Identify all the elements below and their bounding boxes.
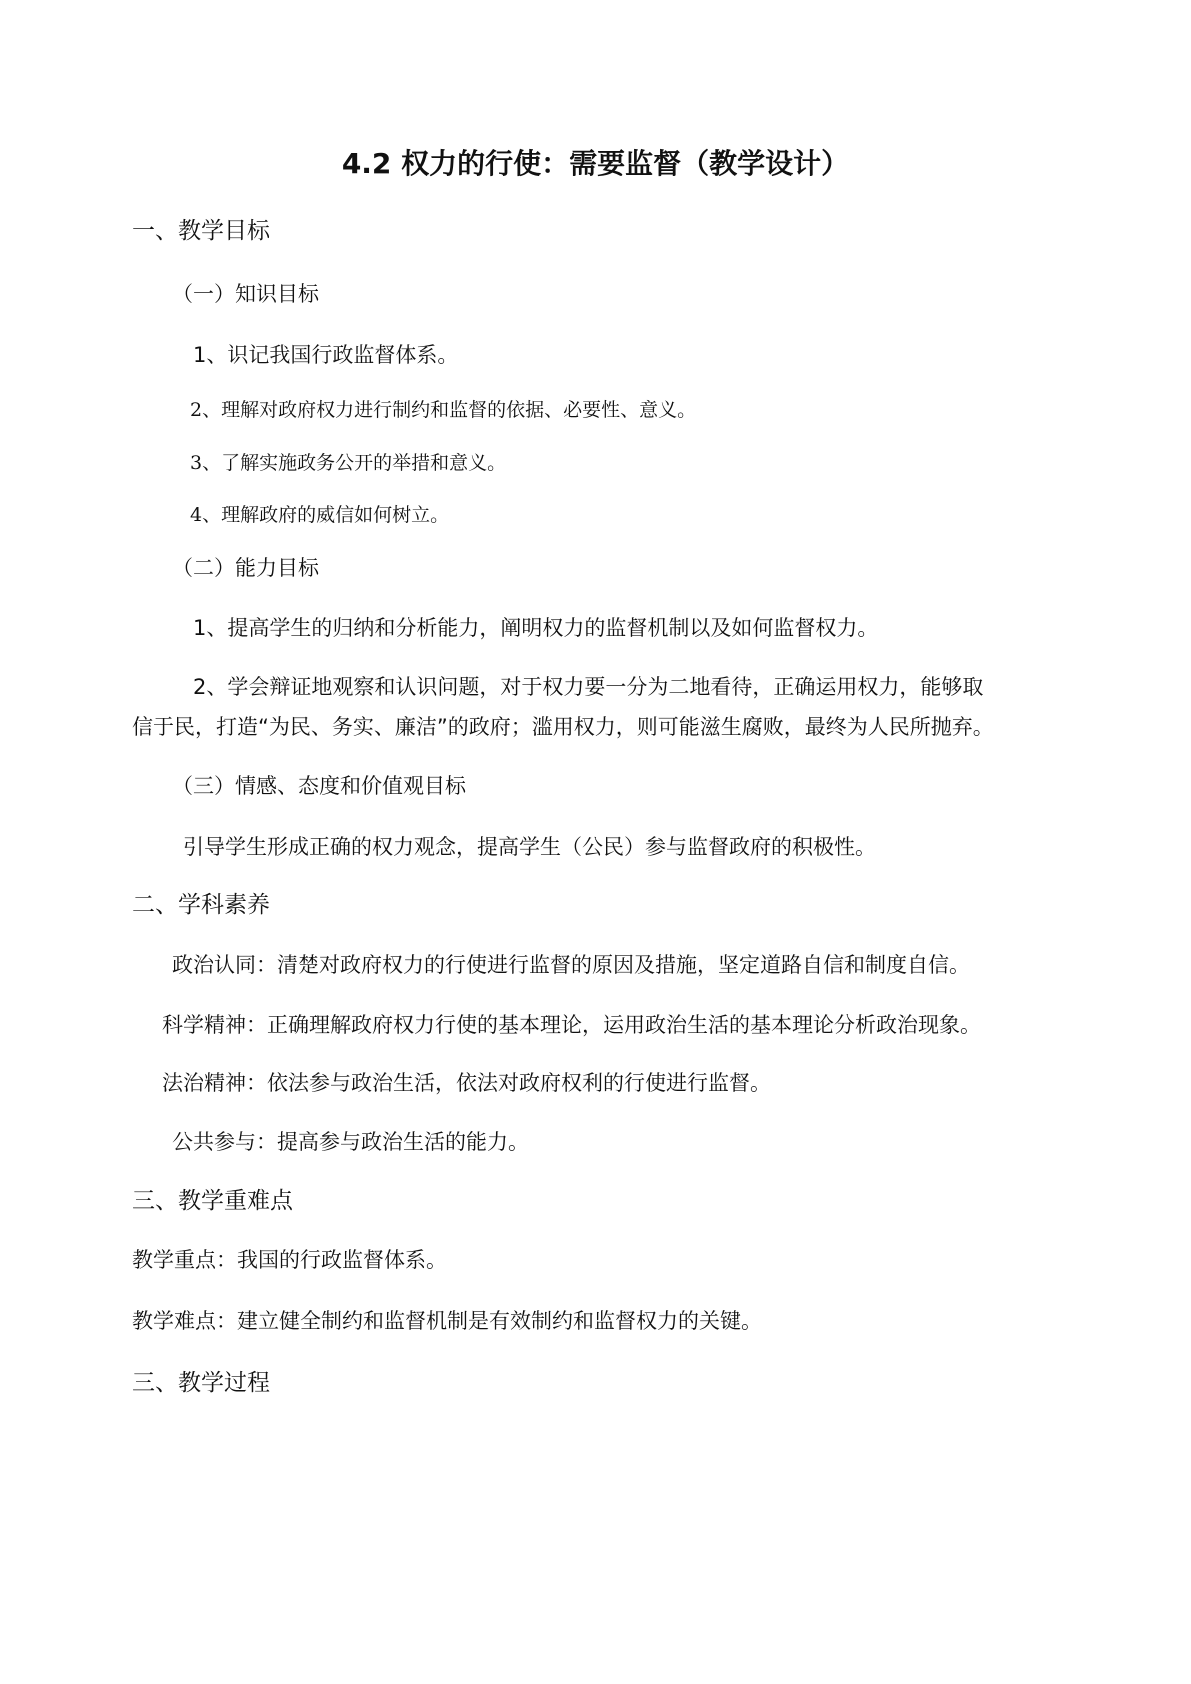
section-heading-subject-literacy: 二、学科素养 xyxy=(132,892,270,918)
knowledge-item-2: 2、理解对政府权力进行制约和监督的依据、必要性、意义。 xyxy=(190,399,697,421)
knowledge-item-3: 3、了解实施政务公开的举措和意义。 xyxy=(190,452,507,474)
literacy-item-rule-of-law: 法治精神：依法参与政治生活，依法对政府权利的行使进行监督。 xyxy=(162,1071,771,1095)
subheading-ability-goals: （二）能力目标 xyxy=(172,556,319,580)
subheading-emotion-goals: （三）情感、态度和价值观目标 xyxy=(172,774,466,798)
section-heading-key-difficult-points: 三、教学重难点 xyxy=(132,1188,293,1214)
subheading-knowledge-goals: （一）知识目标 xyxy=(172,282,319,306)
knowledge-item-1: 1、识记我国行政监督体系。 xyxy=(193,343,459,367)
ability-item-1: 1、提高学生的归纳和分析能力，阐明权力的监督机制以及如何监督权力。 xyxy=(193,616,879,640)
teaching-key-point: 教学重点：我国的行政监督体系。 xyxy=(132,1248,447,1272)
document-title: 4.2 权力的行使：需要监督（教学设计） xyxy=(341,147,850,180)
teaching-difficult-point: 教学难点：建立健全制约和监督机制是有效制约和监督权力的关键。 xyxy=(132,1309,762,1333)
literacy-item-scientific-spirit: 科学精神：正确理解政府权力行使的基本理论，运用政治生活的基本理论分析政治现象。 xyxy=(162,1013,981,1037)
literacy-item-political-identity: 政治认同：清楚对政府权力的行使进行监督的原因及措施，坚定道路自信和制度自信。 xyxy=(172,953,970,977)
emotion-goal-text: 引导学生形成正确的权力观念，提高学生（公民）参与监督政府的积极性。 xyxy=(183,835,876,859)
ability-item-2-line-2: 信于民，打造“为民、务实、廉洁”的政府；滥用权力，则可能滋生腐败，最终为人民所抛弃。 xyxy=(132,715,994,739)
knowledge-item-4: 4、理解政府的威信如何树立。 xyxy=(190,504,450,526)
literacy-item-public-participation: 公共参与：提高参与政治生活的能力。 xyxy=(172,1130,529,1154)
ability-item-2-line-1: 2、学会辩证地观察和认识问题，对于权力要一分为二地看待，正确运用权力，能够取 xyxy=(193,675,984,699)
section-heading-teaching-process: 三、教学过程 xyxy=(132,1370,270,1396)
section-heading-teaching-goals: 一、教学目标 xyxy=(132,218,270,244)
